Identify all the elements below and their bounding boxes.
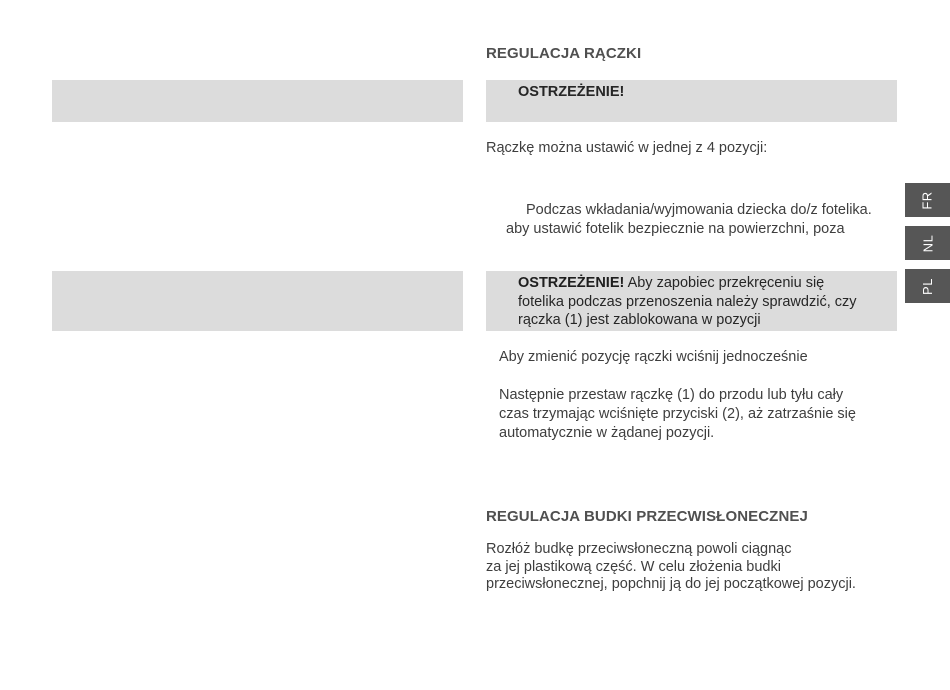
warning-2-line-2: fotelika podczas przenoszenia należy sprawdzić, czy [518,293,857,310]
language-tab-pl-label: PL [920,277,935,295]
warning-2-line-3: rączka (1) jest zablokowana w pozycji [518,312,761,328]
left-grey-box-middle [52,271,463,331]
warning-2-line-1 [518,274,824,293]
warning-box-1 [486,80,897,122]
language-tab-pl[interactable] [905,269,950,303]
language-tab-nl-label: NL [920,234,935,252]
canopy-text-line-2: za jej plastikową część. W celu złożenia budki [486,558,781,575]
canopy-text-line-3: przeciwsłonecznej, popchnij ją do jej początkowej pozycji. [486,576,856,592]
left-grey-box-top [52,80,463,122]
language-tab-fr[interactable] [905,183,950,217]
handle-step-2-line-3: automatycznie w żądanej pozycji. [499,425,715,441]
warning-2-label: OSTRZEŻENIE! [518,275,625,291]
handle-step-2-line-1: Następnie przestaw rączkę (1) do przodu lub tyłu cały [499,387,844,403]
section-heading-canopy: REGULACJA BUDKI PRZECWISŁONECZNEJ [486,508,808,525]
handle-step-1: Aby zmienić pozycję rączki wciśnij jednocześnie [499,349,808,365]
warning-box-2 [486,271,897,331]
section-heading-handle: REGULACJA RĄCZKI [486,45,642,62]
warning-2-line-1-text: Aby zapobiec przekręceniu się [624,275,825,291]
warning-label: OSTRZEŻENIE! [518,84,625,100]
handle-note-line-1: Podczas wkładania/wyjmowania dziecka do/z fotelika. [526,202,872,218]
handle-step-2-line-2: czas trzymając wciśnięte przyciski (2), aż zatrzaśnie się [499,406,856,422]
handle-intro-text: Rączkę można ustawić w jednej z 4 pozycji: [486,140,768,156]
canopy-text-line-1: Rozłóż budkę przeciwsłoneczną powoli ciągnąc [486,541,792,557]
language-tab-nl[interactable] [905,226,950,260]
handle-note-line-2: aby ustawić fotelik bezpiecznie na powierzchni, poza [506,221,845,237]
language-tab-fr-label: FR [920,190,935,210]
